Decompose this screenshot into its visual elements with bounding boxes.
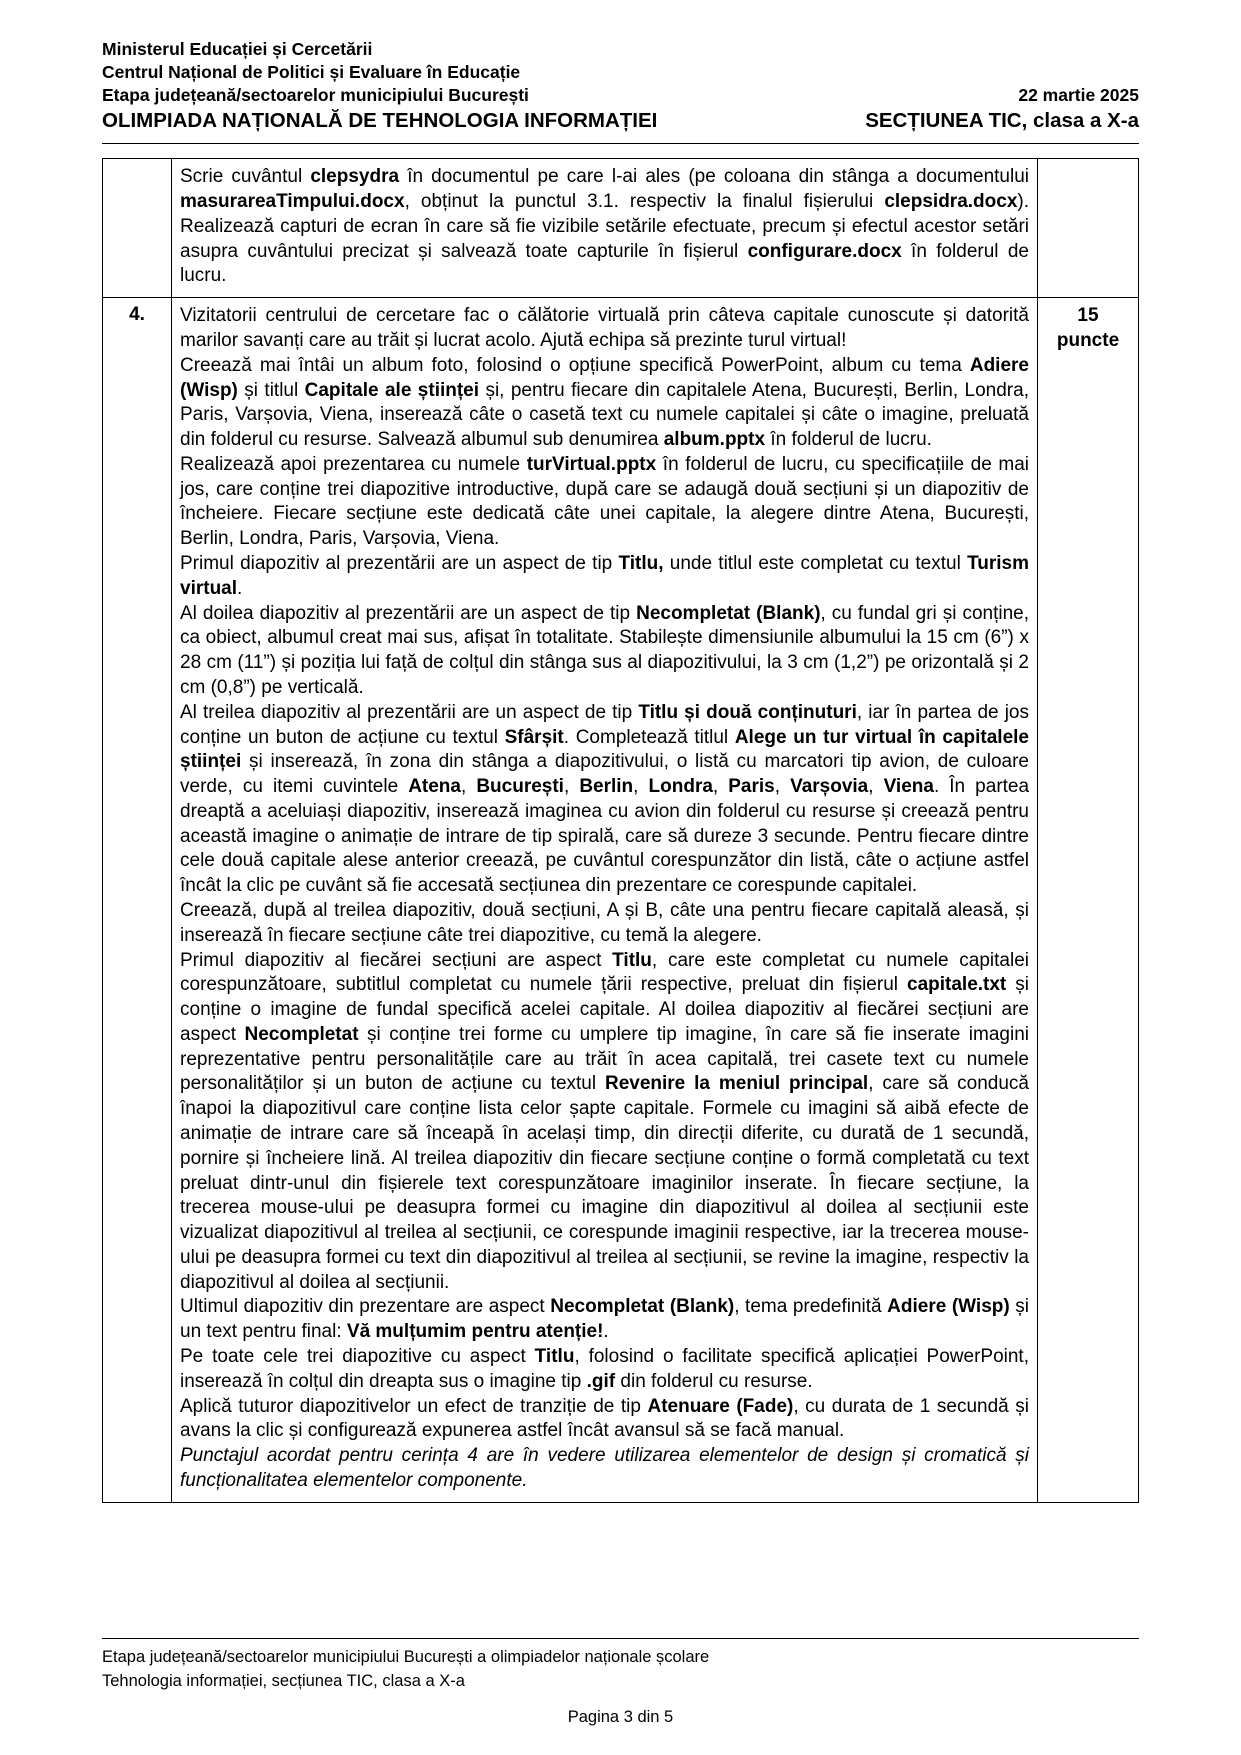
paragraph: Creează, după al treilea diapozitiv, două secțiuni, A și B, câte una pentru fiecare capitală aleasă, și inserează în fiecare secțiune câte trei diapozitive, cu temă la alegere. [180,899,1029,946]
table-row-continued [103,159,1139,298]
header-section: SECȚIUNEA TIC, clasa a X-a [865,109,1139,133]
footer-divider [102,1638,1139,1639]
paragraph: Scrie cuvântul clepsydra în documentul pe care l-ai ales (pe coloana din stânga a documentului masurareaTimpului.docx, obținut la punctul 3.1. respectiv la finalul fișierului clepsidra.docx). Realizează capturi de ecran în care să fie vizibile setările efectuate, precum și efectul acestor setări asupra cuvântului precizat și salvează toate capturile în fișierul configurare.docx în folderul de lucru. [180,166,1029,287]
paragraph: Primul diapozitiv al fiecărei secțiuni are aspect Titlu, care este completat cu numele capitalei corespunzătoare, subtitlul completat cu numele țării respective, preluat din fișierul capitale.txt și conține o imagine de fundal specifică acelei capitale. Al doilea diapozitiv al fiecărei secțiuni are aspect Necompletat și conține trei forme cu umplere tip imagine, în care să fie inserate imagini reprezentative pentru personalitățile care au trăit în acea capitală, trei casete text cu numele personalităților și un buton de acțiune cu textul Revenire la meniul principal, care să conducă înapoi la diapozitivul care conține lista celor șapte capitale. Formele cu imagini să aibă efecte de animație de intrare care să înceapă în același timp, din direcții diferite, cu durată de 1 secundă, pornire și încheiere lină. Al treilea diapozitiv din fiecare secțiune conține o formă completată cu text preluat dintr-unul din fișierele text corespunzătoare imaginilor inserate. În fiecare secțiune, la trecerea mouse-ului pe deasupra formei cu imagine din diapozitivul al doilea al secțiunii este vizualizat diapozitivul al treilea al secțiunii, ce corespunde imaginii respective, iar la trecerea mouse-ului pe deasupra formei cu text din diapozitivul al treilea al secțiunii, se revine la imagine, respectiv la diapozitivul al doilea al secțiunii. [180,949,1030,1293]
table-row-task-4 [103,298,1139,1503]
header-divider [102,143,1139,144]
row-body-task-4 [172,298,1038,1503]
row-points-empty [1038,159,1139,298]
footer-line-2: Tehnologia informației, secțiunea TIC, clasa a X-a [102,1672,465,1691]
paragraph: Pe toate cele trei diapozitive cu aspect Titlu, folosind o facilitate specifică aplicației PowerPoint, inserează în colțul din dreapta sus o imagine tip .gif din folderul cu resurse. [180,1346,1029,1392]
row-number-4: 4. [103,298,172,1503]
footer-line-1: Etapa județeană/sectoarelor municipiului București a olimpiadelor naționale școlare [102,1648,710,1667]
header-center: Centrul Național de Politici și Evaluare în Educație [102,62,521,83]
paragraph: Al doilea diapozitiv al prezentării are un aspect de tip Necompletat (Blank), cu fundal gri și conține, ca obiect, albumul creat mai sus, afișat în totalitate. Stabilește dimensiunile albumului la 15 cm (6”) x 28 cm (11”) și poziția lui față de colțul din stânga sus al diapozitivului, la 3 cm (1,2”) pe orizontală și 2 cm (0,8”) pe verticală. [180,602,1030,698]
header-date: 22 martie 2025 [1018,85,1139,106]
paragraph: Vizitatorii centrului de cercetare fac o călătorie virtuală prin câteva capitale cunoscute și datorită marilor savanți care au trăit și lucrat acolo. Ajută echipa să prezinte turul virtual! [180,305,1029,352]
paragraph-scoring-note: Punctajul acordat pentru cerința 4 are în vedere utilizarea elementelor de design și cromatică și funcționalitatea elementelor componente. [180,1445,1029,1491]
row-number-empty [103,159,172,298]
header-olympiad-title: OLIMPIADA NAȚIONALĂ DE TEHNOLOGIA INFORMAȚIEI [102,109,658,133]
document-header [102,38,1139,134]
paragraph: Primul diapozitiv al prezentării are un aspect de tip Titlu, unde titlul este completat cu textul Turism virtual. [180,553,1029,599]
points-label: puncte [1056,329,1120,351]
paragraph: Aplică tuturor diapozitivelor un efect de tranziție de tip Atenuare (Fade), cu durata de 1 secundă și avans la clic și configurează expunerea astfel încât avansul să se facă manual. [180,1395,1029,1442]
tasks-table [102,158,1139,1502]
paragraph: Realizează apoi prezentarea cu numele turVirtual.pptx în folderul de lucru, cu specificațiile de mai jos, care conține trei diapozitive introductive, după care se adaugă două secțiuni și un diapozitiv de încheiere. Fiecare secțiune este dedicată câte unei capitale, la alegere dintre Atena, București, Berlin, Londra, Paris, Varșovia, Viena. [180,453,1029,550]
header-stage: Etapa județeană/sectoarelor municipiului București [102,85,529,106]
paragraph: Al treilea diapozitiv al prezentării are un aspect de tip Titlu și două conținuturi, iar în partea de jos conține un buton de acțiune cu textul Sfârșit. Completează titlul Alege un tur virtual în capitalele științei și inserează, în zona din stânga a diapozitivului, o listă cu marcatori tip avion, de culoare verde, cu itemi cuvintele Atena, București, Berlin, Londra, Paris, Varșovia, Viena. În partea dreaptă a aceluiași diapozitiv, inserează imaginea cu avion din folderul cu resurse și creează pentru această imagine o animație de intrare de tip spirală, care să dureze 3 secunde. Pentru fiecare dintre cele două capitale alese anterior creează, pe cuvântul corespunzător din listă, câte o acțiune astfel încât la clic pe cuvânt să fie accesată secțiunea din prezentare ce corespunde capitalei. [180,701,1030,897]
footer-page-number: Pagina 3 din 5 [567,1708,674,1726]
header-ministry: Ministerul Educației și Cercetării [102,39,373,59]
paragraph: Ultimul diapozitiv din prezentare are aspect Necompletat (Blank), tema predefinită Adiere (Wisp) și un text pentru final: Vă mulțumim pentru atenție!. [180,1296,1029,1343]
row-points-4 [1038,298,1139,1503]
paragraph: Creează mai întâi un album foto, folosind o opțiune specifică PowerPoint, album cu tema Adiere (Wisp) și titlul Capitale ale științei și, pentru fiecare din capitalele Atena, București, Berlin, Londra, Paris, Varșovia, Viena, inserează câte o casetă text cu numele capitalei și câte o imagine, preluată din folderul cu resurse. Salvează albumul sub denumirea album.pptx în folderul de lucru. [180,354,1029,451]
document-footer [102,1638,1139,1727]
points-value: 15 [1077,305,1099,327]
row-body-continued [172,159,1038,298]
